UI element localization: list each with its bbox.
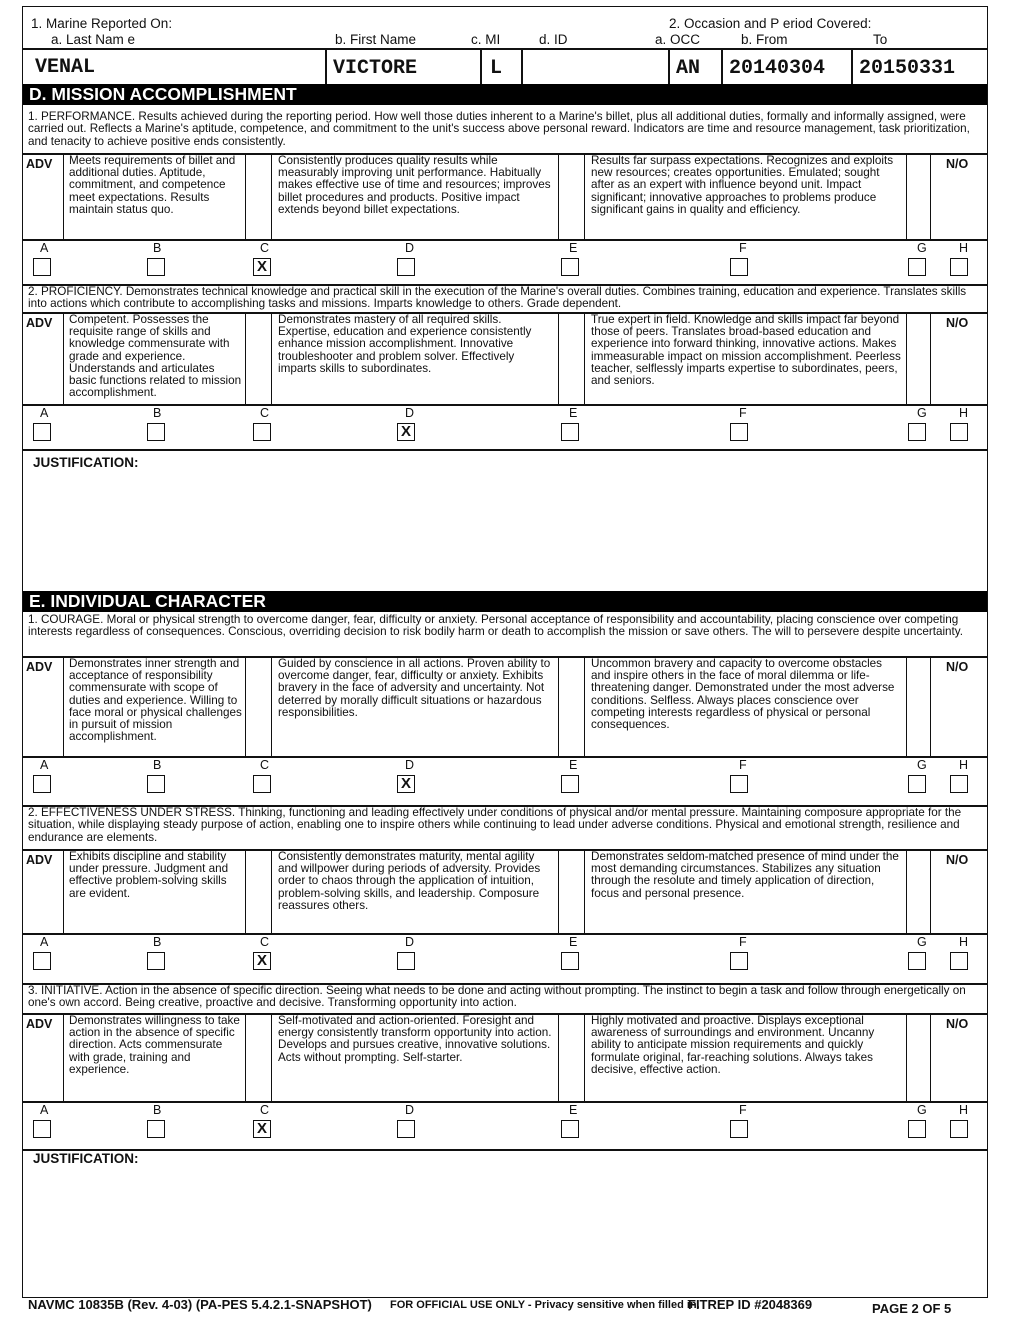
grade-checkbox[interactable] xyxy=(561,775,579,793)
item1-label: 1. Marine Reported On: xyxy=(31,16,173,31)
form-id: NAVMC 10835B (Rev. 4-03) (PA-PES 5.4.2.1-SNAPSHOT) xyxy=(28,1297,372,1312)
section-e-justification-label: JUSTIFICATION: xyxy=(33,1151,139,1166)
grade-checkbox[interactable] xyxy=(908,1120,926,1138)
adv-label: ADV xyxy=(26,853,53,867)
grade-label: G xyxy=(917,241,927,255)
grade-checkbox[interactable] xyxy=(147,423,165,441)
grade-checkbox[interactable] xyxy=(147,258,165,276)
grade-checkbox[interactable] xyxy=(147,1120,165,1138)
grade-label: H xyxy=(959,1103,969,1117)
descriptor-a: Meets requirements of billet and additional duties. Aptitude, commitment, and competence meet expectations. Results maintain status quo. xyxy=(69,155,236,216)
grade-checkbox[interactable] xyxy=(561,423,579,441)
not-observed-label: N/O xyxy=(946,853,969,867)
descriptor-f: Demonstrates seldom-matched presence of mind under the most demanding circumstances. Stabilizes any situation through the resolute and timely application of direction, focus and personal presence. xyxy=(591,851,899,900)
section-d-justification-label: JUSTIFICATION: xyxy=(33,455,139,470)
grade-checkbox[interactable] xyxy=(147,952,165,970)
grade-checkbox[interactable] xyxy=(147,775,165,793)
grade-checkbox[interactable]: X xyxy=(397,775,415,793)
grade-label: A xyxy=(40,758,49,772)
grade-checkbox[interactable]: X xyxy=(397,423,415,441)
privacy-notice: FOR OFFICIAL USE ONLY - Privacy sensitive when filled in. xyxy=(390,1299,700,1311)
attribute-prompt: 2. PROFICIENCY. Demonstrates technical knowledge and practical skill in the execution of the Marine's overall duties. Combines training, education and experience. Translates skills into actions which contribute to accomplishing tasks and missions. Imparts knowledge to others. Grade dependent. xyxy=(28,285,967,311)
grade-checkbox[interactable] xyxy=(950,423,968,441)
section-e-title: E. INDIVIDUAL CHARACTER xyxy=(23,591,987,612)
attribute-prompt: 3. INITIATIVE. Action in the absence of specific direction. Seeing what needs to be done and acting without prompting. The instinct to begin a task and follow through energetically on one's own accord. Being creative, proactive and decisive. Transforming opportunity into action. xyxy=(28,984,966,1010)
section-e-justification-field[interactable] xyxy=(29,1169,981,1289)
grade-checkbox[interactable] xyxy=(950,1120,968,1138)
last-name-label: a. Last Nam e xyxy=(51,32,136,47)
adv-label: ADV xyxy=(26,1017,53,1031)
from-label: b. From xyxy=(741,32,788,47)
grade-label: H xyxy=(959,406,969,420)
grade-checkbox[interactable] xyxy=(730,423,748,441)
grade-checkbox[interactable] xyxy=(908,952,926,970)
not-observed-label: N/O xyxy=(946,157,969,171)
grade-checkbox[interactable] xyxy=(397,258,415,276)
grade-label: F xyxy=(739,241,747,255)
not-observed-label: N/O xyxy=(946,1017,969,1031)
grade-checkbox[interactable] xyxy=(908,775,926,793)
grade-label: E xyxy=(569,1103,578,1117)
grade-checkbox[interactable]: X xyxy=(253,952,271,970)
grade-label: A xyxy=(40,406,49,420)
grade-checkbox[interactable] xyxy=(908,423,926,441)
grade-label: F xyxy=(739,406,747,420)
page-number: PAGE 2 OF 5 xyxy=(872,1301,952,1316)
grade-label: E xyxy=(569,241,578,255)
grade-label: E xyxy=(569,758,578,772)
grade-checkbox[interactable] xyxy=(253,775,271,793)
grade-label: G xyxy=(917,1103,927,1117)
grade-label: E xyxy=(569,935,578,949)
grade-label: G xyxy=(917,406,927,420)
grade-checkbox[interactable]: X xyxy=(253,1120,271,1138)
item2-label: 2. Occasion and P eriod Covered: xyxy=(669,16,872,31)
grade-label: C xyxy=(260,406,270,420)
grade-checkbox[interactable] xyxy=(950,952,968,970)
adv-label: ADV xyxy=(26,316,53,330)
grade-checkbox[interactable] xyxy=(397,952,415,970)
descriptor-a: Competent. Possesses the requisite range of skills and knowledge commensurate with grade and experience. Understands and articulates basic functions related to mission accomplishment. xyxy=(69,314,242,400)
not-observed-label: N/O xyxy=(946,660,969,674)
grade-label: C xyxy=(260,241,270,255)
fitrep-form-page xyxy=(22,6,988,1298)
occ-value[interactable]: AN xyxy=(676,57,701,80)
last-name-value[interactable]: VENAL xyxy=(35,56,96,79)
grade-label: C xyxy=(260,758,270,772)
descriptor-d: Consistently produces quality results while measurably improving unit performance. Habitually makes effective use of time and resources; improves billet procedures and products. Positive impact extends beyond billet expectations. xyxy=(278,155,551,216)
grade-checkbox[interactable] xyxy=(730,952,748,970)
grade-label: G xyxy=(917,758,927,772)
descriptor-f: Uncommon bravery and capacity to overcome obstacles and inspire others in the face of moral dilemma or life-threatening danger. Demonstrated under the most adverse conditions. Selfless. Always places conscience over competing interests regardless of physical or personal consequences. xyxy=(591,658,895,732)
grade-label: B xyxy=(153,241,162,255)
grade-checkbox[interactable] xyxy=(908,258,926,276)
grade-checkbox[interactable] xyxy=(950,775,968,793)
grade-checkbox[interactable] xyxy=(253,423,271,441)
grade-checkbox[interactable] xyxy=(33,1120,51,1138)
descriptor-f: Highly motivated and proactive. Displays exceptional awareness of surroundings and environment. Uncanny ability to anticipate mission requirements and quickly formulate original, far-reaching solutions. Always takes decisive, effective action. xyxy=(591,1015,875,1076)
to-label: To xyxy=(873,32,888,47)
grade-label: D xyxy=(405,758,415,772)
grade-checkbox[interactable] xyxy=(730,775,748,793)
grade-label: G xyxy=(917,935,927,949)
grade-label: F xyxy=(739,758,747,772)
occ-label: a. OCC xyxy=(655,32,701,47)
grade-label: F xyxy=(739,935,747,949)
grade-label: C xyxy=(260,1103,270,1117)
grade-label: D xyxy=(405,241,415,255)
mi-label: c. MI xyxy=(471,32,501,47)
descriptor-d: Guided by conscience in all actions. Proven ability to overcome danger, fear, difficulty or anxiety. Exhibits bravery in the face of adversity and uncertainty. Not deterred by morally difficult situations or hazardous responsibilities. xyxy=(278,658,551,719)
grade-checkbox[interactable] xyxy=(561,1120,579,1138)
descriptor-d: Consistently demonstrates maturity, mental agility and willpower during periods of adversity. Provides order to chaos through the application of intuition, problem-solving skills, and leadership. Composure reassures others. xyxy=(278,851,541,912)
grade-label: D xyxy=(405,1103,415,1117)
grade-label: D xyxy=(405,406,415,420)
grade-checkbox[interactable] xyxy=(33,258,51,276)
grade-label: H xyxy=(959,241,969,255)
grade-checkbox[interactable] xyxy=(730,258,748,276)
grade-label: B xyxy=(153,758,162,772)
grade-label: E xyxy=(569,406,578,420)
grade-checkbox[interactable] xyxy=(730,1120,748,1138)
grade-checkbox[interactable] xyxy=(950,258,968,276)
grade-checkbox[interactable] xyxy=(561,258,579,276)
first-name-value[interactable]: VICTORE xyxy=(333,57,418,80)
grade-checkbox[interactable] xyxy=(33,775,51,793)
grade-checkbox[interactable]: X xyxy=(253,258,271,276)
id-label: d. ID xyxy=(539,32,568,47)
grade-label: B xyxy=(153,935,162,949)
descriptor-f: True expert in field. Knowledge and skills impact far beyond those of peers. Translates broad-based education and experience into forward thinking, innovative actions. Makes immeasurable impact on mission accomplishment. Peerless teacher, selflessly imparts expertise to subordinates, peers, and seniors. xyxy=(591,314,901,388)
descriptor-a: Exhibits discipline and stability under pressure. Judgment and effective problem-solving skills are evident. xyxy=(69,851,229,900)
fitrep-id: FITREP ID #2048369 xyxy=(688,1297,813,1312)
first-name-label: b. First Name xyxy=(335,32,417,47)
grade-label: H xyxy=(959,935,969,949)
grade-label: A xyxy=(40,1103,49,1117)
adv-label: ADV xyxy=(26,660,53,674)
not-observed-label: N/O xyxy=(946,316,969,330)
adv-label: ADV xyxy=(26,157,53,171)
descriptor-f: Results far surpass expectations. Recognizes and exploits new resources; creates opportunities. Emulated; sought after as an expert with influence beyond unit. Impact significant; innovative approaches to problems produce significant gains in quality and efficiency. xyxy=(591,155,894,216)
grade-label: D xyxy=(405,935,415,949)
attribute-prompt: 2. EFFECTIVENESS UNDER STRESS. Thinking, functioning and leading effectively under conditions of physical and/or mental pressure. Maintaining composure appropriate for the situation, while displaying steady purpose of action, enabling one to inspire others while continuing to lead under adverse conditions. Physical and emotional strength, resilience and endurance are elements. xyxy=(28,806,962,844)
grade-checkbox[interactable] xyxy=(33,423,51,441)
from-value[interactable]: 20140304 xyxy=(729,57,826,80)
grade-label: A xyxy=(40,935,49,949)
grade-label: B xyxy=(153,406,162,420)
grade-label: A xyxy=(40,241,49,255)
grade-checkbox[interactable] xyxy=(561,952,579,970)
descriptor-a: Demonstrates inner strength and acceptance of responsibility commensurate with scope of duties and experience. Willing to face moral or physical challenges in pursuit of mission accomplishment. xyxy=(69,658,242,744)
attribute-prompt: 1. COURAGE. Moral or physical strength to overcome danger, fear, difficulty or anxiety. Personal acceptance of responsibility and accountability, placing conscience over competing interests regardless of consequences. Conscious, overriding decision to risk bodily harm or death to accomplish the mission or save others. The will to persevere despite uncertainty. xyxy=(28,613,964,639)
section-d-justification-field[interactable] xyxy=(29,473,981,585)
grade-checkbox[interactable] xyxy=(397,1120,415,1138)
mi-value[interactable]: L xyxy=(490,57,503,80)
grade-label: C xyxy=(260,935,270,949)
descriptor-d: Demonstrates mastery of all required skills. Expertise, education and experience consistently enhance mission accomplishment. Innovative troubleshooter and problem solver. Effectively imparts skills to subordinates. xyxy=(278,314,532,375)
grade-checkbox[interactable] xyxy=(33,952,51,970)
grade-label: H xyxy=(959,758,969,772)
section-d-title: D. MISSION ACCOMPLISHMENT xyxy=(23,84,987,105)
attribute-prompt: 1. PERFORMANCE. Results achieved during the reporting period. How well those duties inherent to a Marine's billet, plus all additional duties, formally and informally assigned, were carried out. Reflects a Marine's aptitude, competence, and commitment to the unit's success above personal reward. Indicators are time and resource management, task prioritization, and tenacity to achieve positive ends consistently. xyxy=(28,110,970,148)
to-value[interactable]: 20150331 xyxy=(859,57,956,80)
descriptor-a: Demonstrates willingness to take action in the absence of specific direction. Acts commensurate with grade, training and experience. xyxy=(69,1015,240,1076)
descriptor-d: Self-motivated and action-oriented. Foresight and energy consistently transform opportunity into action. Develops and pursues creative, innovative solutions. Acts without prompting. Self-starter. xyxy=(278,1015,552,1064)
grade-label: F xyxy=(739,1103,747,1117)
grade-label: B xyxy=(153,1103,162,1117)
